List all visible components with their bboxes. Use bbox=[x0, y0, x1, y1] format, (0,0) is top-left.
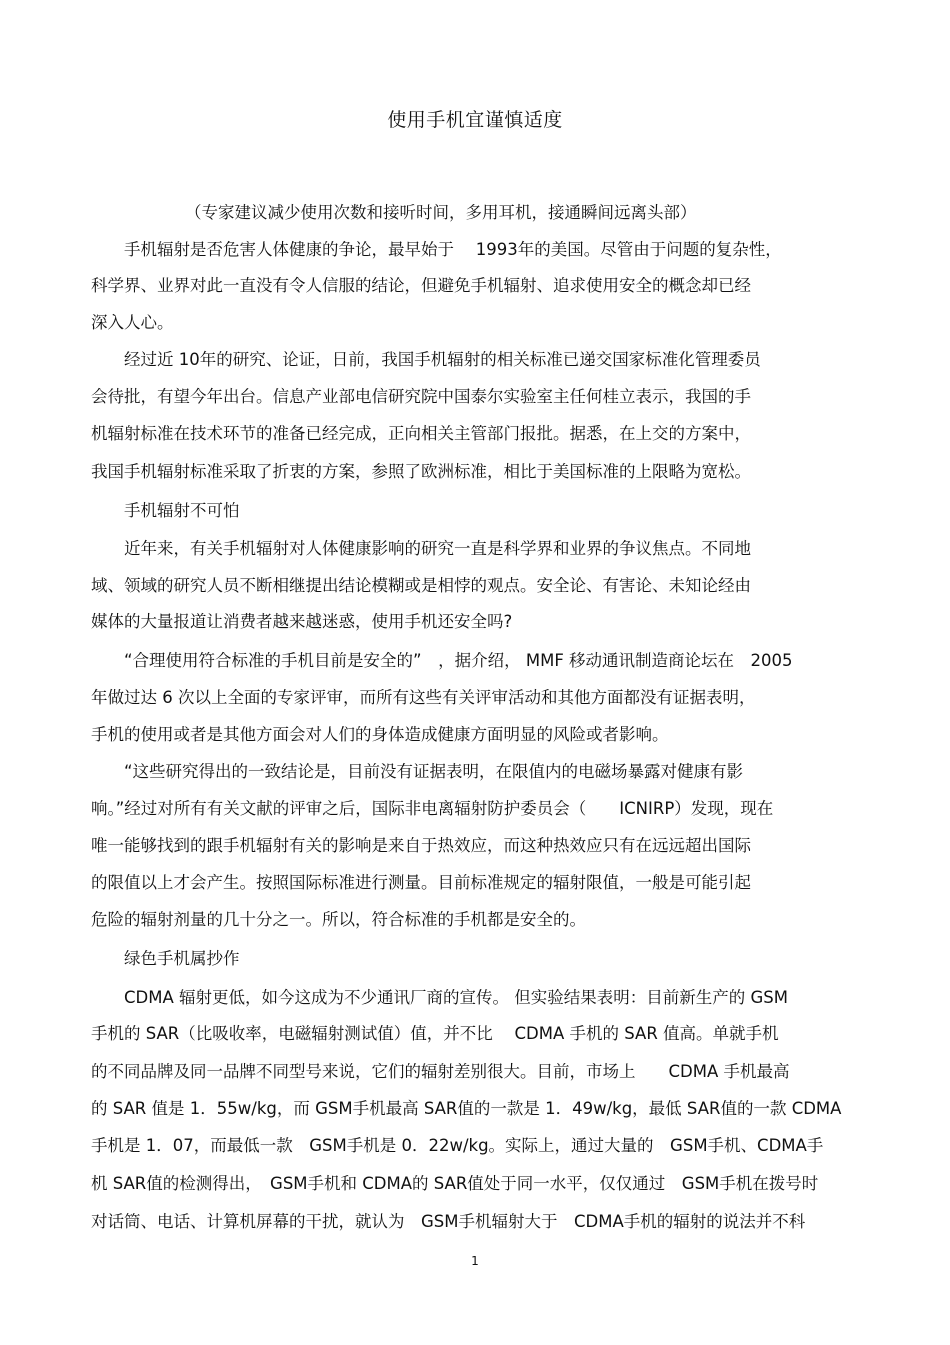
body-line: 会待批，有望今年出台。信息产业部电信研究院中国泰尔实验室主任何桂立表示，我国的手 bbox=[91, 387, 751, 406]
body-line: 机 SAR值的检测得出， GSM手机和 CDMA的 SAR值处于同一水平，仅仅通过 GSM手机在拨号时 bbox=[91, 1174, 819, 1193]
body-line: 科学界、业界对此一直没有令人信服的结论，但避免手机辐射、追求使用安全的概念却已经 bbox=[91, 276, 751, 295]
body-line: 的限值以上才会产生。按照国际标准进行测量。目前标准规定的辐射限值，一般是可能引起 bbox=[91, 873, 751, 892]
body-line: 手机的 SAR（比吸收率，电磁辐射测试值）值，并不比 CDMA 手机的 SAR 值高。单就手机 bbox=[91, 1024, 779, 1043]
body-line: 对话筒、电话、计算机屏幕的干扰，就认为 GSM手机辐射大于 CDMA手机的辐射的说法并不科 bbox=[91, 1212, 806, 1231]
body-line: 域、领域的研究人员不断相继提出结论模糊或是相悖的观点。安全论、有害论、未知论经由 bbox=[91, 576, 751, 595]
body-line: 危险的辐射剂量的几十分之一。所以，符合标准的手机都是安全的。 bbox=[91, 910, 586, 929]
section-heading: 绿色手机属抄作 bbox=[124, 949, 240, 968]
body-line: 的不同品牌及同一品牌不同型号来说，它们的辐射差别很大。目前，市场上 CDMA 手机最高 bbox=[91, 1062, 790, 1081]
body-line: 媒体的大量报道让消费者越来越迷惑，使用手机还安全吗? bbox=[91, 612, 513, 631]
body-line: 我国手机辐射标准采取了折衷的方案，参照了欧洲标准，相比于美国标准的上限略为宽松。 bbox=[91, 462, 751, 481]
body-line: “这些研究得出的一致结论是，目前没有证据表明，在限值内的电磁场暴露对健康有影 bbox=[124, 762, 744, 781]
document-title: 使用手机宜谨慎适度 bbox=[387, 109, 563, 131]
body-line: 年做过达 6 次以上全面的专家评审，而所有这些有关评审活动和其他方面都没有证据表明， bbox=[91, 688, 756, 707]
body-line: 近年来，有关手机辐射对人体健康影响的研究一直是科学界和业界的争议焦点。不同地 bbox=[124, 539, 751, 558]
body-line: 的 SAR 值是 1．55w/kg，而 GSM手机最高 SAR值的一款是 1．49w/kg，最低 SAR值的一款 CDMA bbox=[91, 1099, 842, 1118]
body-line: 唯一能够找到的跟手机辐射有关的影响是来自于热效应，而这种热效应只有在远远超出国际 bbox=[91, 836, 751, 855]
body-line: 机辐射标准在技术环节的准备已经完成，正向相关主管部门报批。据悉，在上交的方案中， bbox=[91, 424, 751, 443]
body-line: 经过近 10年的研究、论证，日前，我国手机辐射的相关标准已递交国家标准化管理委员 bbox=[124, 350, 761, 369]
section-heading: 手机辐射不可怕 bbox=[124, 501, 240, 520]
subtitle-line: （专家建议减少使用次数和接听时间，多用耳机，接通瞬间远离头部） bbox=[185, 203, 697, 222]
body-line: CDMA 辐射更低，如今这成为不少通讯厂商的宣传。 但实验结果表明：目前新生产的 GSM bbox=[124, 988, 788, 1007]
body-line: 手机是 1．07，而最低一款 GSM手机是 0．22w/kg。实际上，通过大量的 GSM手机、CDMA手 bbox=[91, 1136, 824, 1155]
body-line: 手机辐射是否危害人体健康的争论，最早始于 1993年的美国。尽管由于问题的复杂性， bbox=[124, 240, 782, 259]
body-line: 手机的使用或者是其他方面会对人们的身体造成健康方面明显的风险或者影响。 bbox=[91, 725, 669, 744]
page-number: 1 bbox=[471, 1254, 479, 1268]
body-line: 响。”经过对所有有关文献的评审之后，国际非电离辐射防护委员会（ ICNIRP）发现，现在 bbox=[91, 799, 774, 818]
body-line: “合理使用符合标准的手机目前是安全的” ，据介绍， MMF 移动通讯制造商论坛在 2005 bbox=[124, 651, 793, 670]
body-line: 深入人心。 bbox=[91, 313, 174, 332]
